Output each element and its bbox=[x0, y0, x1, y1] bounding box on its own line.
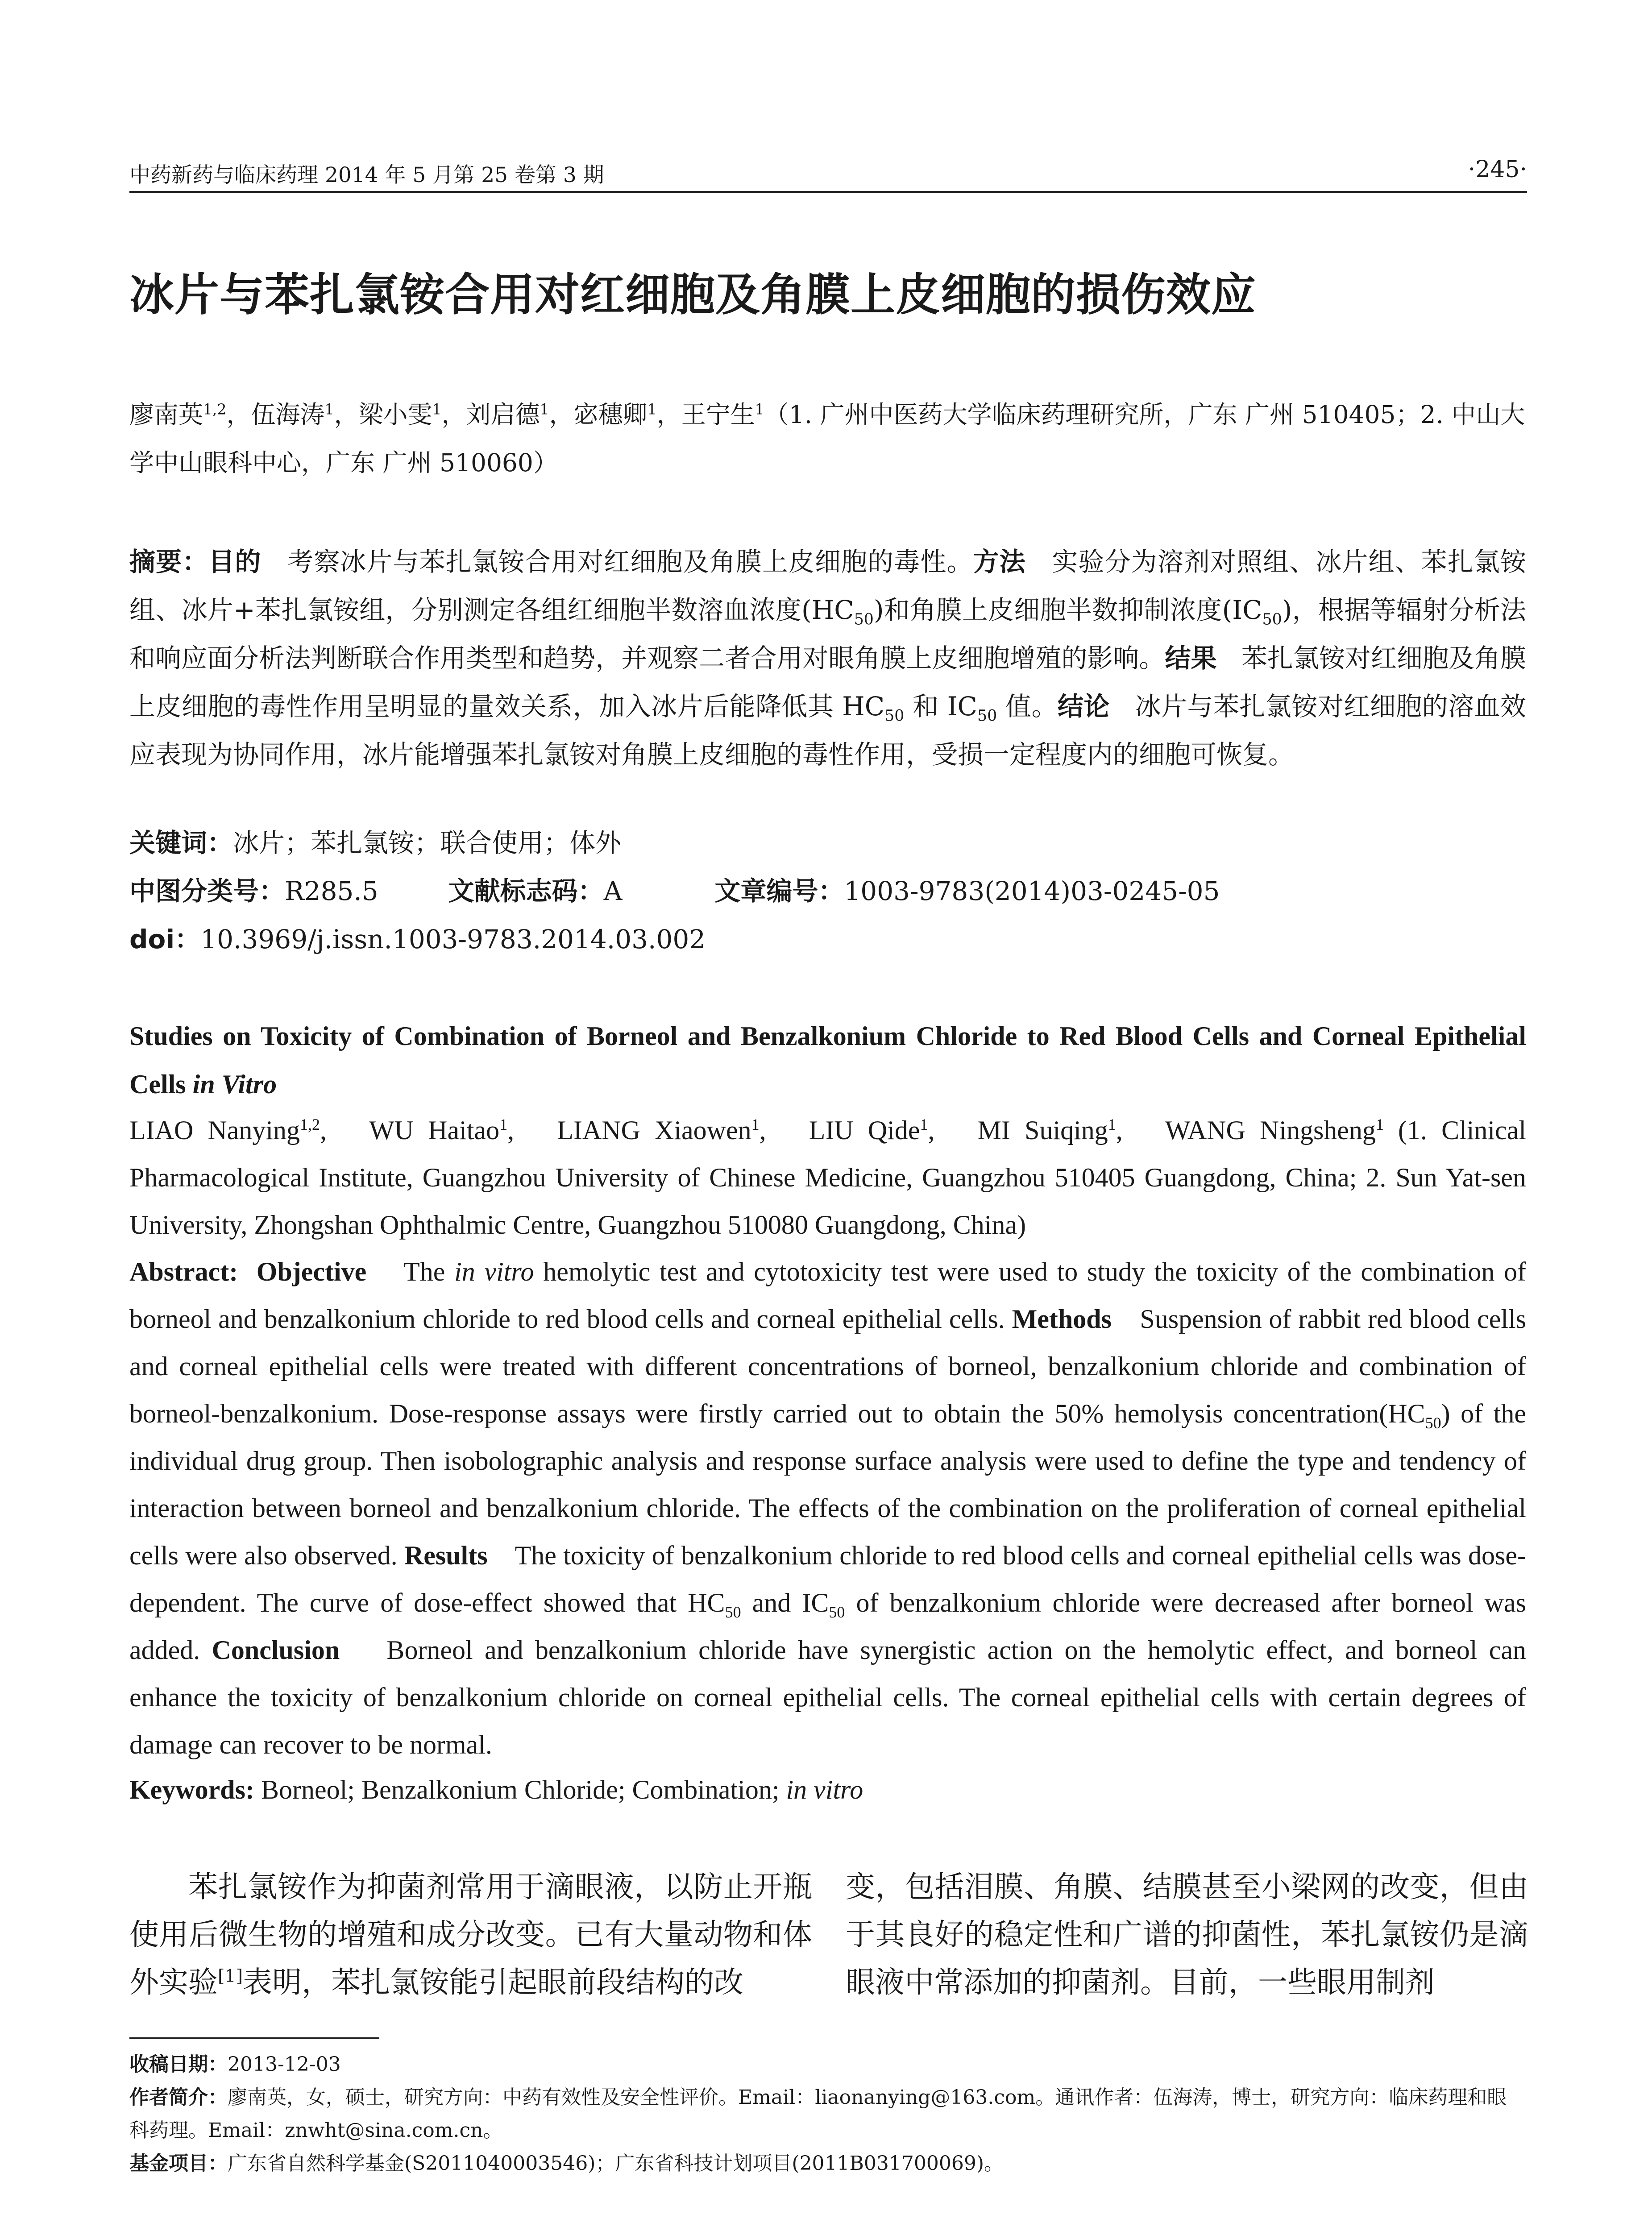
methods-label: 方法 bbox=[973, 547, 1026, 577]
doi-label: doi： bbox=[129, 924, 201, 954]
footnote-received bbox=[129, 2048, 1526, 2081]
author-block bbox=[129, 390, 1526, 487]
conclusion-en-text: Borneol and benzalkonium chloride have synergistic action on the hemolytic effect, and borneol can enhance the toxicity of benzalkonium chloride on corneal epithelial cells. The corneal epithelial cells with certain degrees of damage can recover to be normal. bbox=[129, 1635, 1527, 1759]
results-text: 苯扎氯铵对红细胞及角膜上皮细胞的毒性作用呈明显的量效关系，加入冰片后能降低其 $HC_{50}$ 和 $IC_{50}$ 值。 bbox=[129, 643, 1526, 725]
results-en-text: The toxicity of benzalkonium chloride to red blood cells and corneal epithelial cells was dose-dependent. The curve of dose-effect showed that $HC_{50}$ and $IC_{50}$ of benzalkonium chloride were decreased after borneol was added. bbox=[129, 1541, 1527, 1665]
conclusion-label: 结论 bbox=[1058, 691, 1110, 722]
conclusion-en-label: Conclusion bbox=[212, 1635, 340, 1665]
objective-label: 目的 bbox=[208, 547, 261, 577]
fund-info: 广东省自然科学基金(S2011040003546)；广东省科技计划项目(2011B031700069)。 bbox=[228, 2152, 1004, 2175]
header-rule bbox=[129, 191, 1527, 193]
author-names: 廖南英$^{1,2}$，伍海涛$^1$，梁小雯$^1$，刘启德$^1$，宓穗卿$^1$，王宁生$^1$ bbox=[129, 400, 764, 429]
received-label: 收稿日期： bbox=[129, 2053, 228, 2076]
english-title-main: Studies on Toxicity of Combination of Borneol and Benzalkonium Chloride to Red Blood Cells and Corneal Epithelial Cells bbox=[129, 1021, 1526, 1099]
english-title bbox=[129, 1012, 1526, 1108]
doi-value: 10.3969/j.issn.1003-9783.2014.03.002 bbox=[200, 924, 706, 954]
page-number: ·245· bbox=[1468, 156, 1527, 183]
keywords-cn bbox=[129, 819, 1526, 867]
keywords-en-label: Keywords: bbox=[129, 1775, 254, 1804]
methods-text: 实验分为溶剂对照组、冰片组、苯扎氯铵组、冰片+苯扎氯铵组，分别测定各组红细胞半数溶血浓度$(HC_{50})$和角膜上皮细胞半数抑制浓度$(IC_{50})$，根据等辐射分析法和响应面分析法判断联合作用类型和趋势，并观察二者合用对眼角膜上皮细胞增殖的影响。 bbox=[129, 547, 1527, 673]
results-label: 结果 bbox=[1165, 643, 1217, 673]
author-info-label: 作者简介： bbox=[129, 2086, 228, 2109]
body-right-text: 变，包括泪膜、角膜、结膜甚至小梁网的改变，但由于其良好的稳定性和广谱的抑菌性，苯扎氯铵仍是滴眼液中常添加的抑菌剂。目前，一些眼用制剂 bbox=[846, 1870, 1528, 1999]
doc-value: A bbox=[603, 876, 623, 906]
body-left-text: 苯扎氯铵作为抑菌剂常用于滴眼液，以防止开瓶使用后微生物的增殖和成分改变。已有大量动物和体外实验[1]表明，苯扎氯铵能引起眼前段结构的改 bbox=[129, 1870, 812, 1999]
footnotes bbox=[129, 2048, 1526, 2180]
english-authors: LIAO Nanying$^{1,2}$, WU Haitao$^1$, LIANG Xiaowen$^1$, LIU Qide$^1$, MI Suiqing$^1$, WANG Ningsheng$^1$ (1. Clinical Pharmacological Institute, Guangzhou University of Chinese Medicine, Guangzhou 510405 Guangdong, China; 2. Sun Yat-sen University, Zhongshan Ophthalmic Centre, Guangzhou 510080 Guangdong, China) bbox=[129, 1116, 1527, 1240]
keywords-en-value: Borneol; Benzalkonium Chloride; Combination; bbox=[261, 1775, 786, 1804]
article-label: 文章编号： bbox=[714, 876, 844, 906]
author-info: 廖南英，女，硕士，研究方向：中药有效性及安全性评价。Email：liaonanying@163.com。通讯作者：伍海涛，博士，研究方向：临床药理和眼科药理。Email：znwht@sina.com.cn。 bbox=[129, 2086, 1507, 2142]
classification-row bbox=[129, 867, 1526, 915]
objective-en-text: The in vitro hemolytic test and cytotoxicity test were used to study the toxicity of the combination of borneol and benzalkonium chloride to red blood cells and corneal epithelial cells. bbox=[129, 1257, 1527, 1334]
keywords-en bbox=[129, 1766, 1526, 1813]
doc-label: 文献标志码： bbox=[448, 876, 604, 906]
abstract-en-label: Abstract: bbox=[129, 1257, 238, 1286]
article-value: 1003-9783(2014)03-0245-05 bbox=[844, 876, 1220, 906]
objective-en-label: Objective bbox=[256, 1257, 367, 1286]
abstract-en bbox=[129, 1248, 1526, 1768]
keywords-en-italic: in vitro bbox=[786, 1775, 863, 1804]
paper-title: 冰片与苯扎氯铵合用对红细胞及角膜上皮细胞的损伤效应 bbox=[129, 269, 1256, 321]
objective-text: 考察冰片与苯扎氯铵合用对红细胞及角膜上皮细胞的毒性。 bbox=[287, 547, 973, 577]
methods-en-text: Suspension of rabbit red blood cells and corneal epithelial cells were treated with different concentrations of borneol, benzalkonium chloride and combination of borneol-benzalkonium. Dose-response assays were firstly carried out to obtain the 50% hemolysis $concentration(HC_{50})$ of the individual drug group. Then isobolographic analysis and response surface analysis were used to define the type and tendency of interaction between borneol and benzalkonium chloride. The effects of the combination on the proliferation of corneal epithelial cells were also observed. bbox=[129, 1304, 1527, 1570]
received-date: 2013-12-03 bbox=[228, 2053, 341, 2076]
keywords-value: 冰片；苯扎氯铵；联合使用；体外 bbox=[233, 828, 622, 858]
doi-row bbox=[129, 915, 706, 963]
footnote-author bbox=[129, 2081, 1526, 2147]
abstract-label: 摘要： bbox=[129, 547, 209, 577]
footnote-rule bbox=[129, 2037, 379, 2039]
fund-label: 基金项目： bbox=[129, 2152, 228, 2175]
keywords-label: 关键词： bbox=[129, 828, 233, 858]
journal-header: 中药新药与临床药理 2014 年 5 月第 25 卷第 3 期 bbox=[129, 163, 604, 187]
body-column-left bbox=[129, 1863, 812, 2006]
clc-value: R285.5 bbox=[285, 876, 378, 906]
author-affiliation: （1. 广州中医药大学临床药理研究所，广东 广州 510405；2. 中山大学中山眼科中心，广东 广州 510060） bbox=[129, 400, 1525, 477]
abstract-cn bbox=[129, 538, 1526, 779]
methods-en-label: Methods bbox=[1012, 1304, 1112, 1334]
conclusion-text: 冰片与苯扎氯铵对红细胞的溶血效应表现为协同作用，冰片能增强苯扎氯铵对角膜上皮细胞的毒性作用，受损一定程度内的细胞可恢复。 bbox=[129, 691, 1527, 770]
clc-label: 中图分类号： bbox=[129, 876, 285, 906]
body-column-right bbox=[846, 1863, 1528, 2006]
footnote-fund bbox=[129, 2147, 1526, 2180]
english-title-italic: in Vitro bbox=[192, 1070, 277, 1099]
results-en-label: Results bbox=[404, 1541, 488, 1570]
